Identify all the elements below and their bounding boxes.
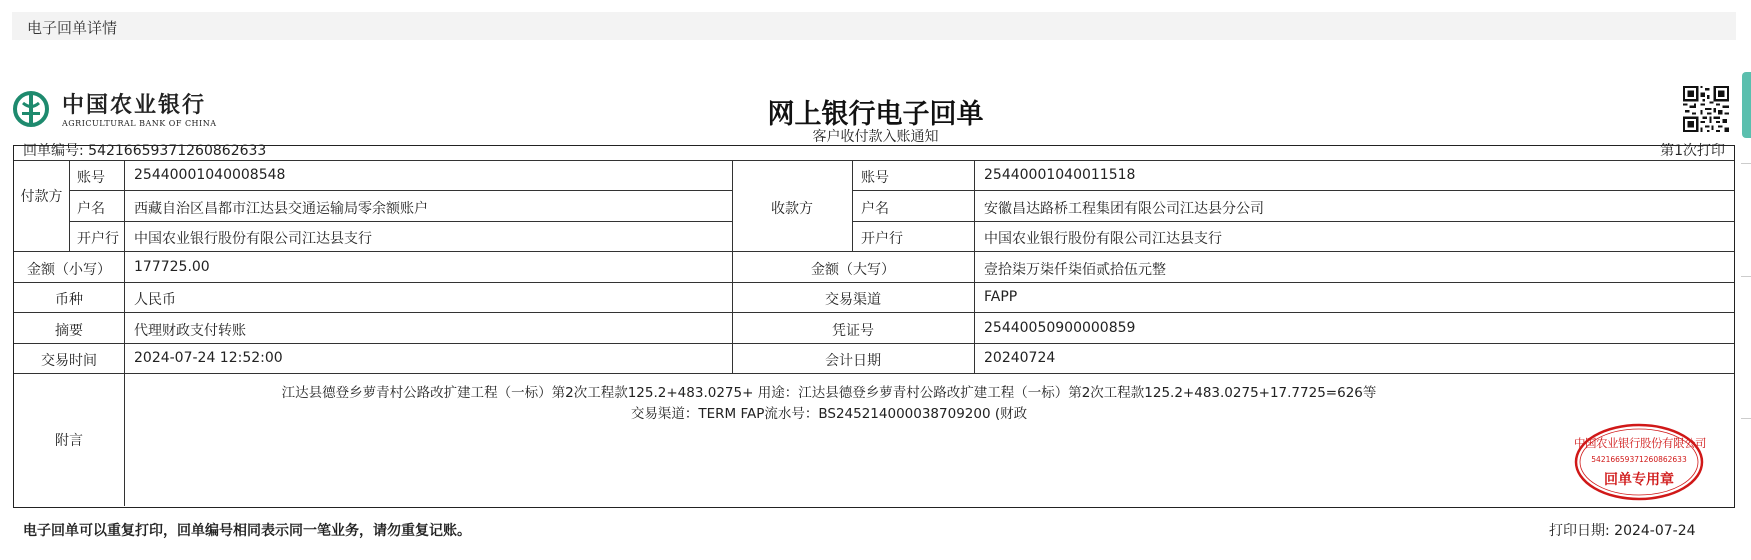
payee-label: 收款方 bbox=[771, 201, 813, 217]
receipt-number-label: 回单编号: bbox=[23, 143, 84, 159]
stamp-org: 中国农业银行股份有限公司 bbox=[1574, 436, 1706, 450]
amount-big-label: 金额（大写） bbox=[811, 262, 895, 278]
payer-account: 25440001040008548 bbox=[134, 167, 286, 183]
payer-bank: 中国农业银行股份有限公司江达县支行 bbox=[134, 231, 372, 247]
note-label: 附言 bbox=[55, 433, 83, 449]
payee-bank-label: 开户行 bbox=[861, 231, 903, 247]
channel: FAPP bbox=[984, 289, 1018, 305]
qr-code-icon bbox=[1683, 86, 1729, 132]
bank-name-en: AGRICULTURAL BANK OF CHINA bbox=[62, 119, 217, 128]
amount-small-label: 金额（小写） bbox=[27, 262, 111, 278]
bank-name-cn: 中国农业银行 bbox=[62, 92, 207, 118]
payee-account-label: 账号 bbox=[861, 170, 889, 186]
payer-bank-label: 开户行 bbox=[77, 231, 119, 247]
currency: 人民币 bbox=[134, 292, 176, 308]
voucher-label: 凭证号 bbox=[832, 323, 874, 339]
payee-name: 安徽昌达路桥工程集团有限公司江达县分公司 bbox=[984, 201, 1264, 217]
payee-name-label: 户名 bbox=[861, 201, 889, 217]
side-drawer-tab[interactable] bbox=[1742, 72, 1751, 138]
reprint-notice: 电子回单可以重复打印，回单编号相同表示同一笔业务，请勿重复记账。 bbox=[23, 523, 471, 539]
summary-label: 摘要 bbox=[55, 323, 83, 339]
receipt-table bbox=[13, 145, 1735, 508]
page-header-title: 电子回单详情 bbox=[27, 19, 118, 37]
voucher-number: 25440050900000859 bbox=[984, 320, 1136, 336]
stamp-number: 54216659371260862633 bbox=[1591, 455, 1687, 464]
note-line-2: 交易渠道：TERM FAP流水号：BS245214000038709200 (财政 bbox=[630, 406, 1028, 422]
accounting-date: 20240724 bbox=[984, 350, 1056, 366]
payer-label: 付款方 bbox=[20, 189, 63, 205]
accounting-date-label: 会计日期 bbox=[825, 353, 881, 369]
channel-label: 交易渠道 bbox=[825, 292, 881, 308]
payer-name: 西藏自治区昌都市江达县交通运输局零余额账户 bbox=[134, 201, 428, 217]
edge-tick bbox=[1741, 276, 1751, 277]
receipt-number-row bbox=[23, 140, 266, 160]
edge-tick bbox=[1741, 163, 1751, 164]
print-date-label: 打印日期: bbox=[1549, 523, 1610, 539]
payee-bank: 中国农业银行股份有限公司江达县支行 bbox=[984, 231, 1222, 247]
currency-label: 币种 bbox=[55, 292, 83, 308]
print-date-row bbox=[1549, 520, 1696, 540]
receipt-number: 54216659371260862633 bbox=[88, 143, 267, 159]
print-date: 2024-07-24 bbox=[1614, 523, 1696, 539]
payer-account-label: 账号 bbox=[77, 170, 105, 186]
receipt-stamp bbox=[1574, 423, 1704, 501]
amount-big: 壹拾柒万柒仟柒佰贰拾伍元整 bbox=[984, 262, 1166, 278]
edge-tick bbox=[1741, 418, 1751, 419]
document-title: 网上银行电子回单 bbox=[767, 99, 984, 130]
stamp-text: 回单专用章 bbox=[1604, 472, 1674, 488]
time-label: 交易时间 bbox=[41, 353, 97, 369]
transaction-time: 2024-07-24 12:52:00 bbox=[134, 350, 283, 366]
payer-name-label: 户名 bbox=[77, 201, 105, 217]
note-line-1: 江达县德登乡萝青村公路改扩建工程（一标）第2次工程款125.2+483.0275+ 用途：江达县德登乡萝青村公路改扩建工程（一标）第2次工程款125.2+483.0275+17.7725=626等 bbox=[281, 385, 1377, 401]
document-subtitle: 客户收付款入账通知 bbox=[812, 129, 939, 145]
print-count: 第1次打印 bbox=[1660, 143, 1725, 159]
payee-account: 25440001040011518 bbox=[984, 167, 1136, 183]
page-header-bar bbox=[12, 12, 1736, 40]
amount-small: 177725.00 bbox=[134, 259, 210, 275]
summary: 代理财政支付转账 bbox=[134, 323, 246, 339]
